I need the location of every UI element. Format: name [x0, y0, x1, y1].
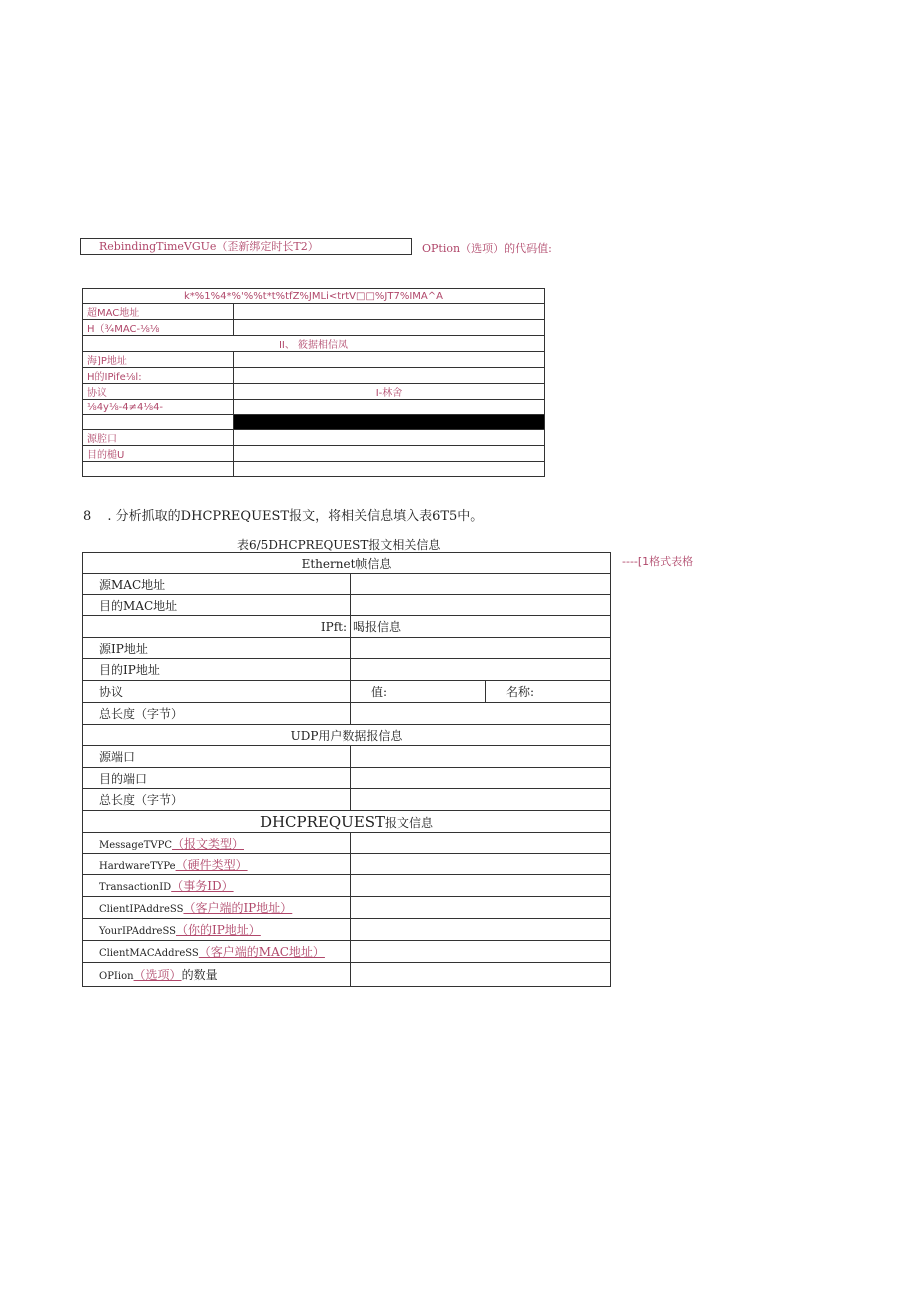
- row-src-port: 源端口: [83, 746, 351, 768]
- row-hardware-type: [83, 854, 351, 875]
- upper-row-total-length: ⅛4y⅛-4≠4⅛4-: [83, 400, 234, 415]
- upper-section-ip: II、 筱据相信凤: [83, 336, 545, 352]
- client-ip-en: ClientIPAddreSS: [99, 904, 184, 915]
- client-mac-cn: （客户端的MAC地址）: [198, 945, 325, 959]
- client-mac-en: ClientMACAddreSS: [99, 948, 199, 959]
- ip-section-header-left: IPft:: [83, 616, 351, 638]
- format-table-note: [622, 553, 693, 569]
- row-src-ip: 源IP地址: [83, 638, 351, 659]
- dhcp-header-small: 报文信息: [385, 815, 434, 830]
- row-src-mac: 源MAC地址: [83, 574, 351, 595]
- transaction-id-en: TransactionID: [99, 882, 172, 893]
- upper-row-protocol-value: I-林舍: [234, 384, 545, 400]
- upper-row-dst-port: 目的槌U: [83, 446, 234, 462]
- row-dst-ip: 目的IP地址: [83, 659, 351, 681]
- your-ip-en: YourIPAddreSS: [99, 926, 176, 937]
- upper-row-src-port: 源腔口: [83, 430, 234, 446]
- protocol-name-label: 名称:: [486, 681, 611, 703]
- step-number: 8: [83, 509, 92, 524]
- format-table-note-text: ----[1格式表格: [622, 555, 694, 568]
- upper-row-dst-ip: H的IPife⅛l:: [83, 368, 234, 384]
- dhcp-section-header: [83, 811, 611, 833]
- client-ip-cn: （客户端的IP地址）: [183, 901, 293, 915]
- upper-row-black-bar: [234, 415, 545, 430]
- option-suffix: 的数量: [181, 968, 218, 982]
- row-protocol: 协议: [83, 681, 351, 703]
- row-client-mac: [83, 941, 351, 963]
- udp-section-header: UDP用户数据报信息: [83, 725, 611, 746]
- dhcp-header-big: DHCPREQUEST: [259, 812, 386, 831]
- upper-row-src-ip: 海]P地址: [83, 352, 234, 368]
- row-dst-port: 目的端口: [83, 768, 351, 789]
- row-option-count: [83, 963, 351, 987]
- upper-row-src-mac: 超MAC地址: [83, 304, 234, 320]
- step-text: . 分析抓取的DHCPREQUEST报文，将相关信息填入表6T5中。: [107, 509, 484, 524]
- option-en: OPIion: [99, 971, 134, 982]
- protocol-value-label: 值:: [351, 681, 486, 703]
- dhcp-request-table: [82, 552, 611, 987]
- option-cn: （选项）: [133, 968, 182, 982]
- message-type-cn: （报文类型）: [171, 836, 244, 851]
- table-caption: 表6/5DHCPREQUEST报文相关信息: [237, 538, 441, 552]
- hardware-type-cn: （硬件类型）: [175, 857, 248, 872]
- row-dst-mac: 目的MAC地址: [83, 595, 351, 616]
- ip-section-header-right: 喝报信息: [351, 616, 611, 638]
- ethernet-section-header: Ethernet帧信息: [83, 553, 611, 574]
- row-udp-total-length: 总长度（字节）: [83, 789, 351, 811]
- hardware-type-en: HardwareTYPe: [99, 860, 176, 872]
- upper-row-dst-mac: H（¾MAC-⅛⅛: [83, 320, 234, 336]
- step-8: [83, 505, 483, 524]
- rebinding-time-box: [80, 238, 412, 255]
- rebinding-time-text: RebindingTimeVGUe（歪新绑定时长T2）: [99, 240, 319, 253]
- upper-row-protocol: 协议: [83, 384, 234, 400]
- row-message-type: [83, 833, 351, 854]
- option-code-note: OPtion（选项）的代码值:: [422, 242, 552, 255]
- row-client-ip: [83, 897, 351, 919]
- message-type-en: MessageTVPC: [99, 839, 172, 851]
- row-ip-total-length: 总长度（字节）: [83, 703, 351, 725]
- your-ip-cn: （你的IP地址）: [175, 923, 261, 937]
- upper-table: [82, 288, 545, 477]
- row-transaction-id: [83, 875, 351, 897]
- upper-table-header: k*%1%4*%'%%t*t%tfZ%JMLi<trtV□□%JT7%IMA^A: [83, 289, 545, 304]
- row-your-ip: [83, 919, 351, 941]
- transaction-id-cn: （事务ID）: [171, 879, 234, 893]
